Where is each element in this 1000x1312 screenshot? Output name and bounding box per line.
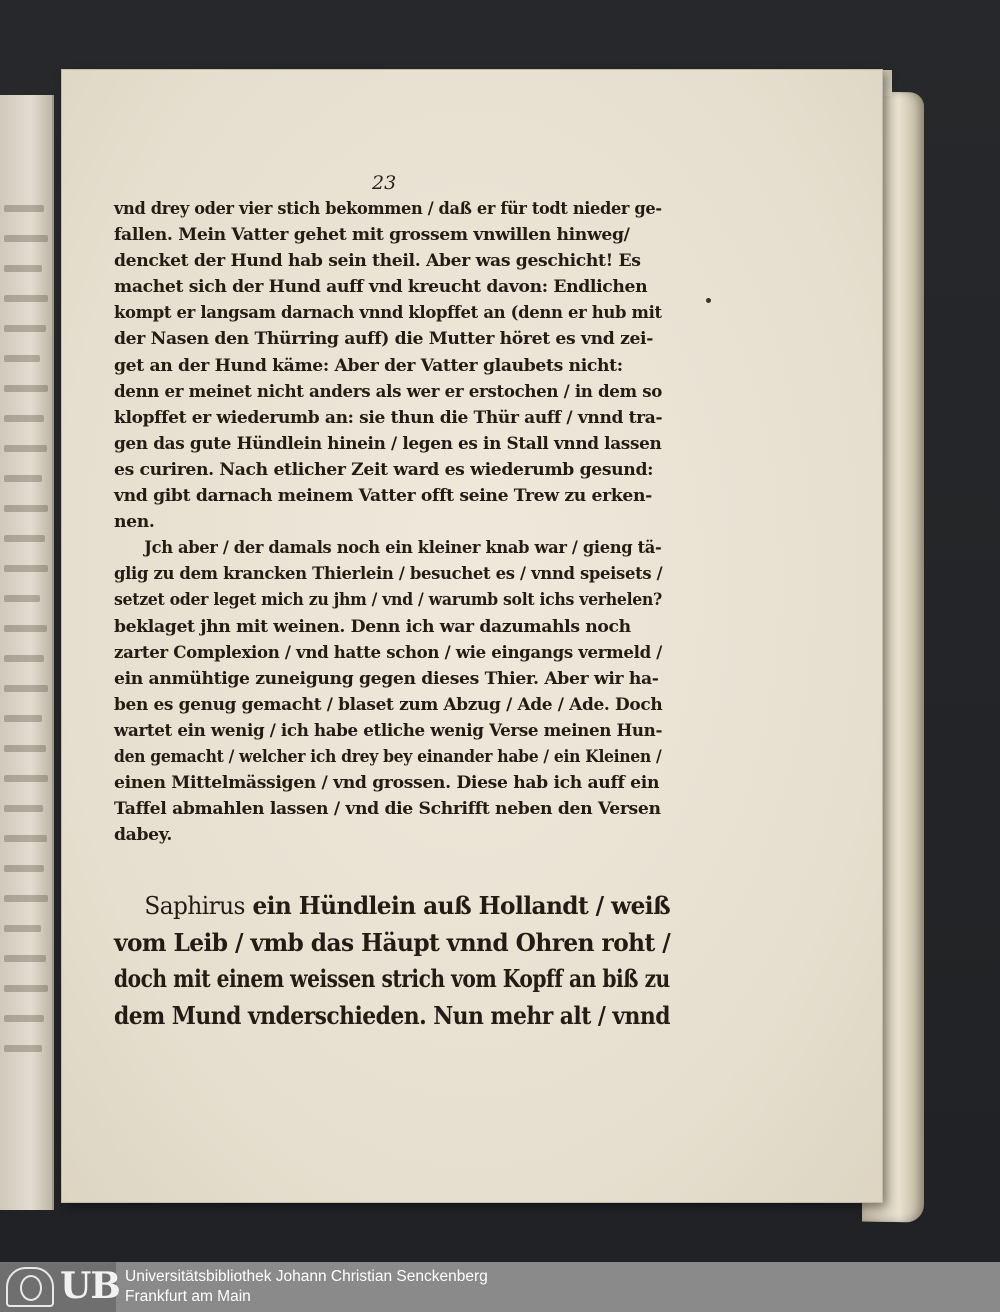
portrait-icon xyxy=(6,1267,54,1307)
text-line: setzet oder leget mich zu jhm / vnd / warumb solt ichs verhelen? xyxy=(114,590,662,611)
page-number: 23 xyxy=(372,172,397,194)
facing-page-edge xyxy=(0,95,54,1210)
text-line: der Nasen den Thürring auff) die Mutter höret es vnd zei- xyxy=(114,329,654,350)
text-line: vnd drey oder vier stich bekommen / daß er für todt nieder ge- xyxy=(114,199,662,219)
caption-line: vom Leib / vmb das Häupt vnnd Ohren roht / xyxy=(114,927,671,957)
text-line: klopffet er wiederumb an: sie thun die Thür auff / vnnd tra- xyxy=(114,407,663,428)
text-line: gen das gute Hündlein hinein / legen es in Stall vnnd lassen xyxy=(114,433,662,454)
body-text xyxy=(114,196,662,848)
text-line: einen Mittelmässigen / vnd grossen. Diese hab ich auff ein xyxy=(114,773,660,794)
text-line: beklaget jhn mit weinen. Denn ich war dazumahls noch xyxy=(114,616,631,637)
text-line: dencket der Hund hab sein theil. Aber was geschicht! Es xyxy=(114,251,641,272)
text-line: machet sich der Hund auff vnd kreucht davon: Endlichen xyxy=(114,277,648,298)
caption-line: dem Mund vnderschieden. Nun mehr alt / vnnd xyxy=(114,1000,670,1030)
footer-bar xyxy=(0,1262,1000,1312)
logo-text: UB xyxy=(60,1265,120,1307)
text-line: denn er meinet nicht anders als wer er erstochen / in dem so xyxy=(114,381,663,402)
text-line: glig zu dem krancken Thierlein / besuchet es / vnnd speisets / xyxy=(114,564,663,585)
ink-speck xyxy=(706,298,711,303)
library-logo[interactable] xyxy=(0,1262,120,1312)
caption-line: doch mit einem weissen strich vom Kopff an biß zu xyxy=(114,964,670,993)
caption-text xyxy=(114,888,670,1034)
text-line: den gemacht / welcher ich drey bey einander habe / ein Kleinen / xyxy=(114,746,662,767)
institution-location: Frankfurt am Main xyxy=(125,1288,251,1305)
text-line: es curiren. Nach etlicher Zeit ward es wiederumb gesund: xyxy=(114,459,654,480)
text-line: fallen. Mein Vatter gehet mit grossem vnwillen hinweg/ xyxy=(114,225,630,246)
text-line: wartet ein wenig / ich habe etliche wenig Verse meinen Hun- xyxy=(114,720,663,741)
text-line: dabey. xyxy=(114,825,173,846)
caption-line-rest: ein Hündlein auß Hollandt / weiß xyxy=(244,891,671,920)
caption-lead-word: Saphirus xyxy=(144,891,245,920)
text-line: zarter Complexion / vnd hatte schon / wie eingangs vermeld / xyxy=(114,642,662,663)
text-line: Taffel abmahlen lassen / vnd die Schrifft neben den Versen xyxy=(114,799,661,820)
text-line: vnd gibt darnach meinem Vatter offt seine Trew zu erken- xyxy=(114,486,652,507)
text-line: ein anmühtige zuneigung gegen dieses Thier. Aber wir ha- xyxy=(114,668,659,689)
text-line: get an der Hund käme: Aber der Vatter glaubets nicht: xyxy=(114,355,623,376)
text-line: Jch aber / der damals noch ein kleiner knab war / gieng tä- xyxy=(144,538,662,559)
text-line: kompt er langsam darnach vnnd klopffet an (denn er hub mit xyxy=(114,303,662,324)
caption-line xyxy=(114,888,671,925)
institution-name: Universitätsbibliothek Johann Christian Senckenberg xyxy=(125,1268,488,1285)
text-line: nen. xyxy=(114,512,155,533)
text-line: ben es genug gemacht / blaset zum Abzug / Ade / Ade. Doch xyxy=(114,694,663,715)
